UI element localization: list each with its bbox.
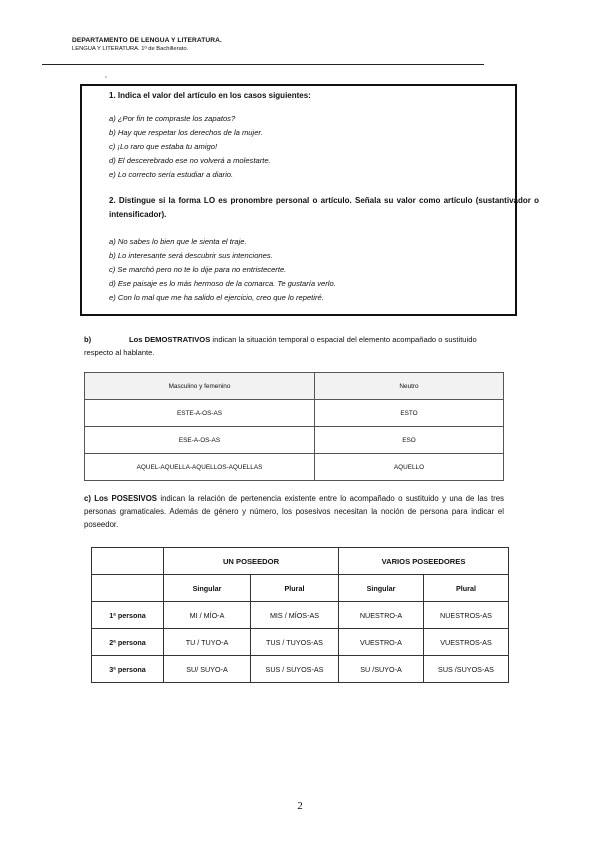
stray-mark: , — [105, 72, 107, 79]
table-cell: SU /SUYO-A — [339, 656, 424, 683]
group-header: VARIOS POSEEDORES — [339, 548, 509, 575]
exercise2-item: d) Ese paisaje es lo más hermoso de la comarca. Te gustaría verlo. — [109, 279, 336, 288]
table-row — [85, 427, 504, 454]
table-cell: NUESTROS-AS — [424, 602, 509, 629]
exercise1-item: b) Hay que respetar los derechos de la mujer. — [109, 128, 263, 137]
table-row — [92, 629, 509, 656]
table-cell: AQUEL-AQUELLA-AQUELLOS-AQUELLAS — [85, 454, 315, 481]
demostrativos-term: Los DEMOSTRATIVOS — [129, 335, 211, 344]
row-header: 2ª persona — [92, 629, 164, 656]
demostrativos-letter: b) — [84, 335, 92, 344]
sub-header: Plural — [251, 575, 339, 602]
header-rule — [42, 64, 484, 65]
exercise2-list — [109, 235, 336, 305]
posesivos-text: indican la relación de pertenencia existente entre lo acompañado o sustituido y una de las tres personas gramaticales. Además de género y número, los posesivos necesitan la noción de persona para indicar el poseedor. — [84, 494, 505, 529]
empty-corner-cell — [92, 575, 164, 602]
table-cell: MIS / MÍOS-AS — [251, 602, 339, 629]
page-number: 2 — [297, 800, 303, 812]
exercise1-item: e) Lo correcto sería estudiar a diario. — [109, 170, 234, 179]
table-cell: MI / MÍO-A — [164, 602, 251, 629]
sub-header: Singular — [339, 575, 424, 602]
table-subheader-row — [92, 575, 509, 602]
sub-header: Plural — [424, 575, 509, 602]
table-cell: AQUELLO — [315, 454, 504, 481]
exercise2-item: e) Con lo mal que me ha salido el ejercicio, creo que lo repetiré. — [109, 293, 324, 302]
empty-corner-cell — [92, 548, 164, 575]
posesivos-intro — [84, 492, 504, 531]
exercise1-item: c) ¡Lo raro que estaba tu amigo! — [109, 142, 218, 151]
posesivos-term: c) Los POSESIVOS — [84, 494, 157, 503]
sub-header: Singular — [164, 575, 251, 602]
table-cell: SUS / SUYOS-AS — [251, 656, 339, 683]
column-header: Masculino y femenino — [85, 373, 315, 400]
table-row — [92, 602, 509, 629]
row-header: 3ª persona — [92, 656, 164, 683]
posesivos-table — [91, 547, 509, 683]
demostrativos-table — [84, 372, 504, 481]
table-row — [85, 400, 504, 427]
exercise2-item: a) No sabes lo bien que le sienta el traje. — [109, 237, 247, 246]
table-row — [92, 656, 509, 683]
department-header: DEPARTAMENTO DE LENGUA Y LITERATURA. — [72, 37, 222, 44]
exercise2-item: c) Se marchó pero no te lo dije para no entristecerte. — [109, 265, 287, 274]
column-header: Neutro — [315, 373, 504, 400]
demostrativos-text: indican la situación temporal o espacial del elemento acompañado o sustituido respecto al hablante. — [84, 335, 477, 357]
table-cell: ESTE-A-OS-AS — [85, 400, 315, 427]
table-cell: TUS / TUYOS-AS — [251, 629, 339, 656]
table-cell: ESTO — [315, 400, 504, 427]
exercise1-title: 1. Indica el valor del artículo en los casos siguientes: — [109, 91, 311, 100]
table-header-row — [85, 373, 504, 400]
table-cell: VUESTRO-A — [339, 629, 424, 656]
exercise1-list — [109, 112, 271, 182]
row-header: 1ª persona — [92, 602, 164, 629]
exercise1-item: a) ¿Por fin te compraste los zapatos? — [109, 114, 236, 123]
group-header: UN POSEEDOR — [164, 548, 339, 575]
table-cell: ESO — [315, 427, 504, 454]
table-cell: SU/ SUYO-A — [164, 656, 251, 683]
demostrativos-intro — [84, 333, 484, 359]
table-cell: NUESTRO-A — [339, 602, 424, 629]
course-subheader: LENGUA Y LITERATURA. 1º de Bachillerato. — [72, 46, 189, 52]
table-cell: SUS /SUYOS-AS — [424, 656, 509, 683]
exercise-box — [80, 84, 539, 316]
table-group-header-row — [92, 548, 509, 575]
table-cell: TU / TUYO-A — [164, 629, 251, 656]
table-cell: ESE-A-OS-AS — [85, 427, 315, 454]
table-cell: VUESTROS-AS — [424, 629, 509, 656]
exercise2-item: b) Lo interesante será descubrir sus intenciones. — [109, 251, 273, 260]
exercise2-title: 2. Distingue si la forma LO es pronombre personal o artículo. Señala su valor como artículo (sustantivador o intensificador). — [109, 196, 539, 219]
table-row — [85, 454, 504, 481]
exercise1-item: d) El descerebrado ese no volverá a molestarte. — [109, 156, 271, 165]
